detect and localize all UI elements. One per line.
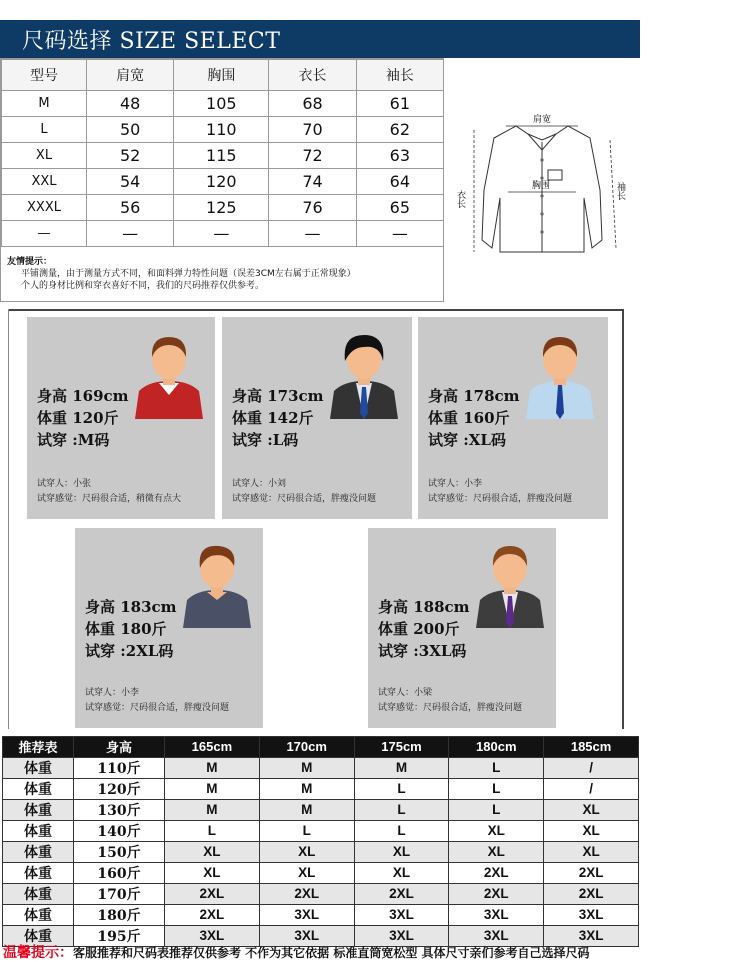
size-col-header: 型号	[2, 60, 87, 91]
size-cell: XL	[449, 820, 544, 841]
model-fit: 试穿 :XL码	[428, 431, 506, 449]
table-row	[2, 143, 444, 169]
size-cell: 54	[87, 169, 174, 195]
model-weight: 体重 160斤	[428, 409, 510, 427]
model-fit: 试穿 :3XL码	[378, 642, 467, 660]
size-cell: 2XL	[449, 862, 544, 883]
size-cell: XL	[544, 799, 639, 820]
size-cell: XL	[449, 841, 544, 862]
model-info	[428, 385, 520, 451]
size-cell: M	[259, 778, 354, 799]
size-cell: M	[2, 91, 87, 117]
size-table-panel	[0, 58, 444, 302]
model-card	[222, 317, 412, 519]
weight-cell: 120斤	[74, 778, 165, 799]
size-cell: 3XL	[259, 925, 354, 946]
table-row	[3, 757, 639, 778]
size-cell: 50	[87, 117, 174, 143]
size-cell: L	[354, 799, 449, 820]
size-cell: —	[87, 221, 174, 247]
table-row	[3, 799, 639, 820]
recommend-col-header: 身高	[74, 737, 165, 758]
size-cell: 68	[269, 91, 356, 117]
model-fit: 试穿 :2XL码	[85, 642, 174, 660]
size-cell: 3XL	[259, 904, 354, 925]
model-tester: 试穿人：小李	[85, 688, 140, 698]
size-cell: 2XL	[259, 883, 354, 904]
size-cell: L	[165, 820, 260, 841]
model-tester: 试穿人：小李	[428, 479, 483, 489]
page-title: 尺码选择 SIZE SELECT	[22, 29, 281, 54]
table-row	[3, 778, 639, 799]
recommend-col-header: 185cm	[544, 737, 639, 758]
size-cell: —	[356, 221, 443, 247]
sleeve-label: 袖长	[615, 182, 625, 200]
model-feel: 试穿感觉：尺码很合适，胖瘦没问题	[428, 494, 573, 504]
size-cell: 2XL	[165, 883, 260, 904]
avatar-grey-sweater	[181, 538, 253, 628]
model-foot	[378, 686, 522, 716]
model-info	[378, 596, 470, 662]
size-cell: 3XL	[449, 925, 544, 946]
table-row	[2, 221, 444, 247]
size-cell: XL	[544, 841, 639, 862]
size-cell: XL	[259, 841, 354, 862]
size-cell: XL	[165, 862, 260, 883]
size-cell: /	[544, 757, 639, 778]
model-foot	[428, 477, 572, 507]
size-cell: 63	[356, 143, 443, 169]
model-tester: 试穿人：小刘	[232, 479, 287, 489]
row-label: 体重	[3, 841, 74, 862]
avatar-red-sweater	[133, 329, 205, 419]
size-cell: 76	[269, 195, 356, 221]
size-cell: XL	[544, 820, 639, 841]
size-cell: XL	[259, 862, 354, 883]
weight-cell: 170斤	[74, 883, 165, 904]
avatar-light-shirt	[524, 329, 596, 419]
size-cell: 64	[356, 169, 443, 195]
table-row	[2, 91, 444, 117]
weight-cell: 195斤	[74, 925, 165, 946]
size-cell: 3XL	[449, 904, 544, 925]
size-cell: 2XL	[544, 883, 639, 904]
size-cell: 110	[174, 117, 269, 143]
table-row	[2, 169, 444, 195]
weight-cell: 140斤	[74, 820, 165, 841]
model-foot	[232, 477, 376, 507]
row-label: 体重	[3, 757, 74, 778]
recommend-col-header: 180cm	[449, 737, 544, 758]
avatar-suit-black-hair	[328, 329, 400, 419]
size-cell: 74	[269, 169, 356, 195]
recommend-header	[3, 737, 639, 758]
size-cell: —	[174, 221, 269, 247]
tips-line: 平铺测量，由于测量方式不同，和面料弹力特性问题（误差3CM左右属于正常现象）	[21, 269, 356, 279]
size-cell: M	[165, 778, 260, 799]
model-fit: 试穿 :L码	[232, 431, 299, 449]
size-cell: XL	[354, 862, 449, 883]
model-info	[37, 385, 129, 451]
size-cell: XL	[2, 143, 87, 169]
model-tester: 试穿人：小梁	[378, 688, 433, 698]
size-cell: 120	[174, 169, 269, 195]
size-cell: XL	[354, 841, 449, 862]
shoulder-label: 肩宽	[532, 115, 552, 125]
recommend-col-header: 推荐表	[3, 737, 74, 758]
row-label: 体重	[3, 862, 74, 883]
size-cell: M	[259, 799, 354, 820]
row-label: 体重	[3, 820, 74, 841]
size-cell: 56	[87, 195, 174, 221]
size-cell: L	[449, 799, 544, 820]
size-col-header: 胸围	[174, 60, 269, 91]
table-row	[2, 117, 444, 143]
model-feel: 试穿感觉：尺码很合适，胖瘦没问题	[85, 703, 230, 713]
size-cell: L	[449, 757, 544, 778]
model-card	[75, 528, 263, 728]
size-cell: XL	[165, 841, 260, 862]
model-weight: 体重 142斤	[232, 409, 314, 427]
size-cell: M	[165, 799, 260, 820]
size-cell: M	[259, 757, 354, 778]
size-cell: L	[449, 778, 544, 799]
size-table-header	[2, 60, 444, 91]
size-cell: XXXL	[2, 195, 87, 221]
size-col-header: 肩宽	[87, 60, 174, 91]
recommend-col-header: 165cm	[165, 737, 260, 758]
model-height: 身高 183cm	[85, 598, 177, 616]
recommend-col-header: 170cm	[259, 737, 354, 758]
tips-title: 友情提示：	[7, 257, 53, 267]
model-weight: 体重 120斤	[37, 409, 119, 427]
row-label: 体重	[3, 778, 74, 799]
model-feel: 试穿感觉：尺码很合适，胖瘦没问题	[232, 494, 377, 504]
size-cell: 65	[356, 195, 443, 221]
size-tips	[7, 256, 437, 292]
size-cell: 2XL	[165, 904, 260, 925]
model-foot	[85, 686, 229, 716]
model-height: 身高 188cm	[378, 598, 470, 616]
size-cell: 62	[356, 117, 443, 143]
size-cell: L	[259, 820, 354, 841]
table-row	[2, 195, 444, 221]
weight-cell: 150斤	[74, 841, 165, 862]
size-col-header: 袖长	[356, 60, 443, 91]
size-cell: 61	[356, 91, 443, 117]
length-label: 衣长	[455, 190, 465, 208]
size-table	[1, 59, 444, 247]
tips-line: 个人的身材比例和穿衣喜好不同，我们的尺码推荐仅供参考。	[21, 281, 265, 291]
size-cell: 48	[87, 91, 174, 117]
avatar-suit-purple-tie	[474, 538, 546, 628]
size-cell: 3XL	[544, 904, 639, 925]
size-cell: 3XL	[165, 925, 260, 946]
size-cell: /	[544, 778, 639, 799]
table-row	[3, 883, 639, 904]
recommend-col-header: 175cm	[354, 737, 449, 758]
size-cell: M	[354, 757, 449, 778]
size-cell: 70	[269, 117, 356, 143]
size-cell: L	[354, 778, 449, 799]
model-height: 身高 178cm	[428, 387, 520, 405]
table-row	[3, 841, 639, 862]
size-cell: XXL	[2, 169, 87, 195]
size-cell: M	[165, 757, 260, 778]
size-cell: 52	[87, 143, 174, 169]
size-cell: 72	[269, 143, 356, 169]
weight-cell: 180斤	[74, 904, 165, 925]
size-cell: 2XL	[544, 862, 639, 883]
size-cell: —	[2, 221, 87, 247]
size-cell: L	[354, 820, 449, 841]
size-cell: 125	[174, 195, 269, 221]
warning-label: 温馨提示：	[3, 945, 73, 961]
recommend-table	[2, 736, 639, 947]
model-card	[368, 528, 556, 728]
model-feel: 试穿感觉：尺码很合适，稍微有点大	[37, 494, 182, 504]
weight-cell: 160斤	[74, 862, 165, 883]
weight-cell: 130斤	[74, 799, 165, 820]
warning-note	[3, 942, 590, 962]
size-cell: 3XL	[544, 925, 639, 946]
chest-label: 胸围	[532, 181, 551, 191]
weight-cell: 110斤	[74, 757, 165, 778]
row-label: 体重	[3, 904, 74, 925]
header-bar	[0, 20, 640, 58]
row-label: 体重	[3, 925, 74, 946]
size-cell: 105	[174, 91, 269, 117]
row-label: 体重	[3, 883, 74, 904]
table-row	[3, 904, 639, 925]
size-cell: 115	[174, 143, 269, 169]
size-cell: 2XL	[449, 883, 544, 904]
model-height: 身高 169cm	[37, 387, 129, 405]
model-feel: 试穿感觉：尺码很合适，胖瘦没问题	[378, 703, 523, 713]
size-col-header: 衣长	[269, 60, 356, 91]
size-cell: 3XL	[354, 925, 449, 946]
table-row	[3, 862, 639, 883]
model-card	[418, 317, 608, 519]
model-weight: 体重 200斤	[378, 620, 460, 638]
model-height: 身高 173cm	[232, 387, 324, 405]
model-info	[85, 596, 177, 662]
warning-text: 客服推荐和尺码表推荐仅供参考 不作为其它依据 标准直筒宽松型 具体尺寸亲们参考自己选择尺码	[73, 946, 590, 960]
model-card	[27, 317, 215, 519]
size-cell: 2XL	[354, 883, 449, 904]
size-cell: L	[2, 117, 87, 143]
table-row	[3, 820, 639, 841]
model-tester: 试穿人：小张	[37, 479, 92, 489]
garment-measure-diagram	[452, 90, 632, 265]
size-cell: —	[269, 221, 356, 247]
row-label: 体重	[3, 799, 74, 820]
size-cell: 3XL	[354, 904, 449, 925]
model-foot	[37, 477, 181, 507]
model-fit: 试穿 :M码	[37, 431, 110, 449]
model-weight: 体重 180斤	[85, 620, 167, 638]
model-info	[232, 385, 324, 451]
